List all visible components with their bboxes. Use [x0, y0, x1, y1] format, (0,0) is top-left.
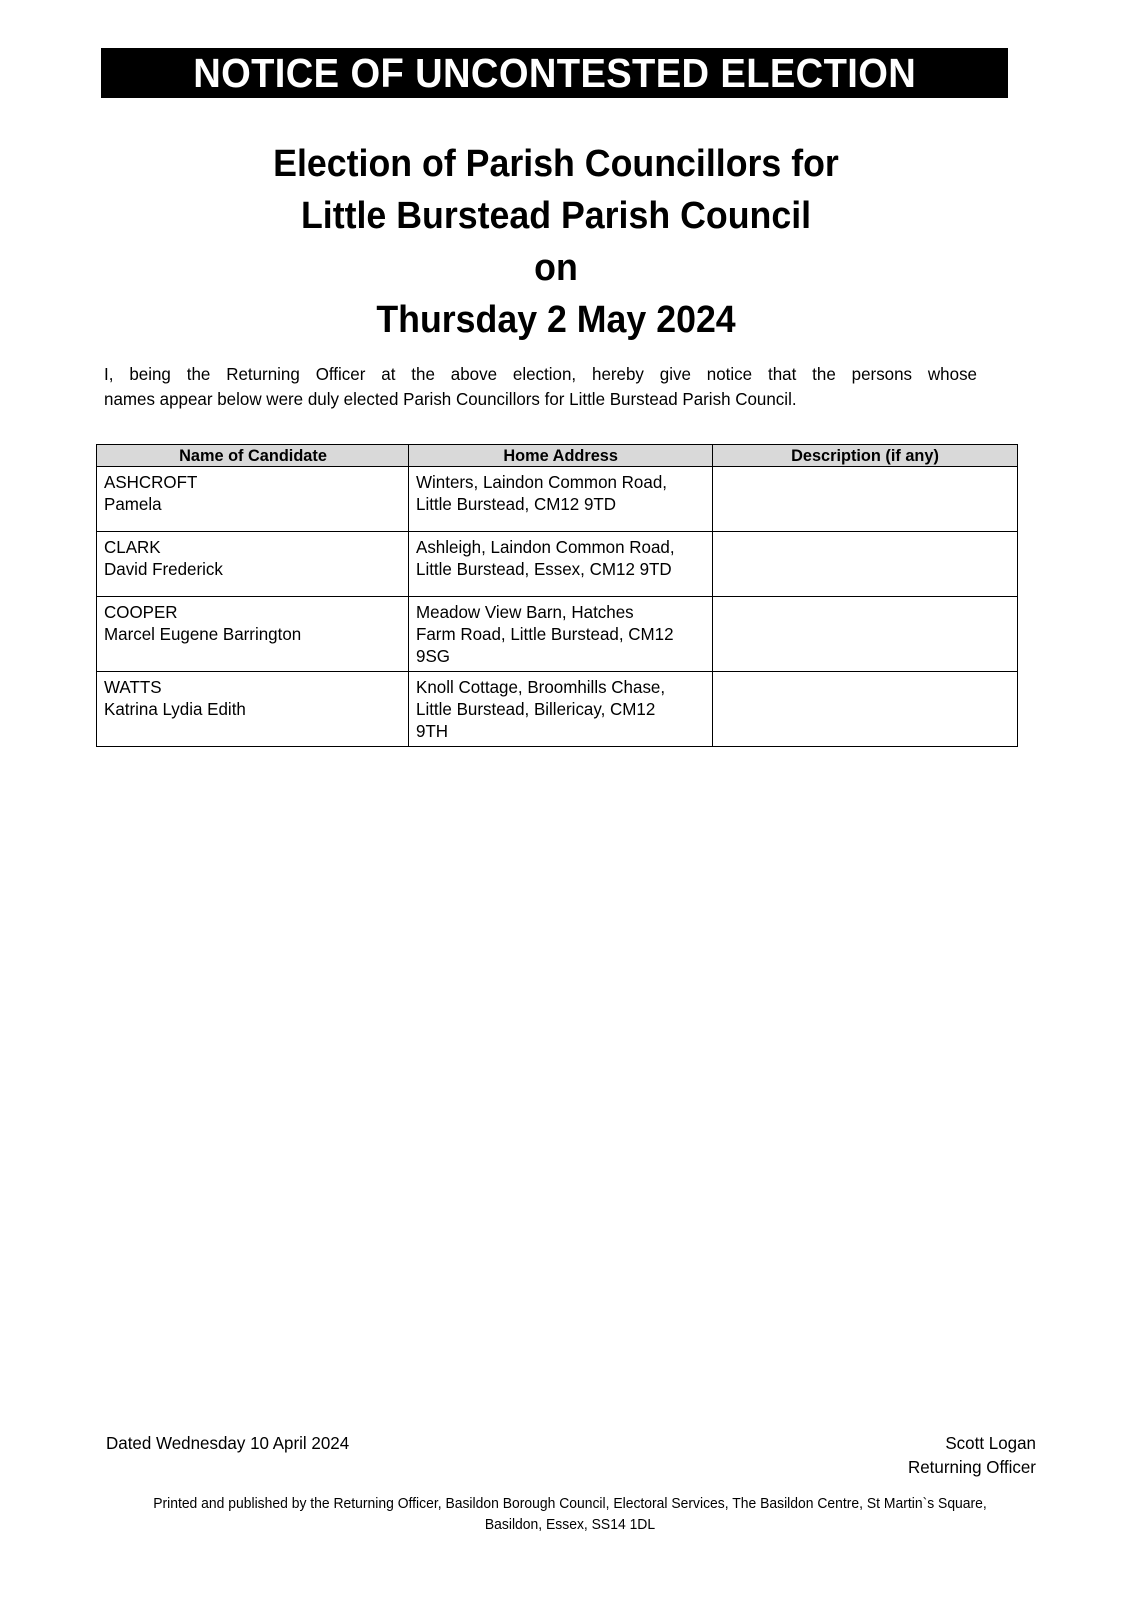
- candidate-address-cell: [409, 467, 713, 532]
- column-header-address-label: Home Address: [503, 446, 618, 465]
- candidate-description-cell: [713, 532, 1018, 597]
- address-line-1: Winters, Laindon Common Road,: [416, 472, 667, 492]
- election-title-line-3: on: [534, 247, 578, 289]
- statement-line-1: I, being the Returning Officer at the above election, hereby give notice that the persons whose: [104, 364, 977, 384]
- candidate-name-cell: [97, 597, 409, 672]
- candidate-name-cell: [97, 672, 409, 747]
- candidate-address-cell: [409, 597, 713, 672]
- notice-banner: [101, 48, 1008, 98]
- table-row: [97, 597, 1018, 672]
- returning-officer-statement: [104, 362, 977, 412]
- address-line-2: Little Burstead, Billericay, CM12: [416, 699, 656, 719]
- election-title-line-1: Election of Parish Councillors for: [273, 143, 839, 185]
- column-header-name: [97, 445, 409, 467]
- address-line-3: 9SG: [416, 646, 450, 666]
- column-header-description-label: Description (if any): [791, 446, 939, 465]
- candidate-address-cell: [409, 672, 713, 747]
- returning-officer-title: Returning Officer: [907, 1457, 1036, 1477]
- candidate-surname: CLARK: [104, 537, 161, 557]
- elected-candidates-table-wrapper: [96, 444, 1017, 747]
- column-header-address: [409, 445, 713, 467]
- address-line-3: 9TH: [416, 721, 449, 741]
- candidate-forenames: Marcel Eugene Barrington: [104, 624, 302, 644]
- candidate-description-cell: [713, 467, 1018, 532]
- table-row: [97, 672, 1018, 747]
- table-header-row: [97, 445, 1018, 467]
- election-title-line-2: Little Burstead Parish Council: [300, 195, 812, 237]
- column-header-description: [713, 445, 1018, 467]
- signature-block: [908, 1431, 1036, 1479]
- dated-line: Dated Wednesday 10 April 2024: [106, 1433, 350, 1453]
- election-title-line-4: Thursday 2 May 2024: [376, 299, 736, 341]
- candidate-description-cell: [713, 672, 1018, 747]
- address-line-2: Farm Road, Little Burstead, CM12: [416, 624, 674, 644]
- candidate-surname: COOPER: [104, 602, 178, 622]
- candidate-name-cell: [97, 467, 409, 532]
- table-row: [97, 532, 1018, 597]
- candidate-name-cell: [97, 532, 409, 597]
- candidate-forenames: Pamela: [104, 494, 162, 514]
- address-line-2: Little Burstead, Essex, CM12 9TD: [416, 559, 672, 579]
- candidate-address-cell: [409, 532, 713, 597]
- address-line-1: Meadow View Barn, Hatches: [416, 602, 634, 622]
- candidate-forenames: Katrina Lydia Edith: [104, 699, 246, 719]
- notice-banner-title: NOTICE OF UNCONTESTED ELECTION: [193, 49, 916, 96]
- imprint-line-1: Printed and published by the Returning Officer, Basildon Borough Council, Electoral Services, The Basildon Centre, St Martin`s Square,: [153, 1496, 987, 1512]
- election-title-block: [96, 138, 1016, 346]
- imprint-line-2: Basildon, Essex, SS14 1DL: [484, 1517, 656, 1533]
- statement-line-2: names appear below were duly elected Parish Councillors for Little Burstead Parish Council.: [104, 389, 797, 409]
- column-header-name-label: Name of Candidate: [178, 446, 327, 465]
- candidate-forenames: David Frederick: [104, 559, 223, 579]
- address-line-1: Ashleigh, Laindon Common Road,: [416, 537, 675, 557]
- table-row: [97, 467, 1018, 532]
- address-line-1: Knoll Cottage, Broomhills Chase,: [416, 677, 666, 697]
- address-line-2: Little Burstead, CM12 9TD: [416, 494, 617, 514]
- candidate-description-cell: [713, 597, 1018, 672]
- returning-officer-name: Scott Logan: [945, 1433, 1036, 1453]
- imprint-block: [115, 1494, 1025, 1536]
- elected-candidates-table: [96, 444, 1018, 747]
- candidate-surname: WATTS: [104, 677, 162, 697]
- candidate-surname: ASHCROFT: [104, 472, 198, 492]
